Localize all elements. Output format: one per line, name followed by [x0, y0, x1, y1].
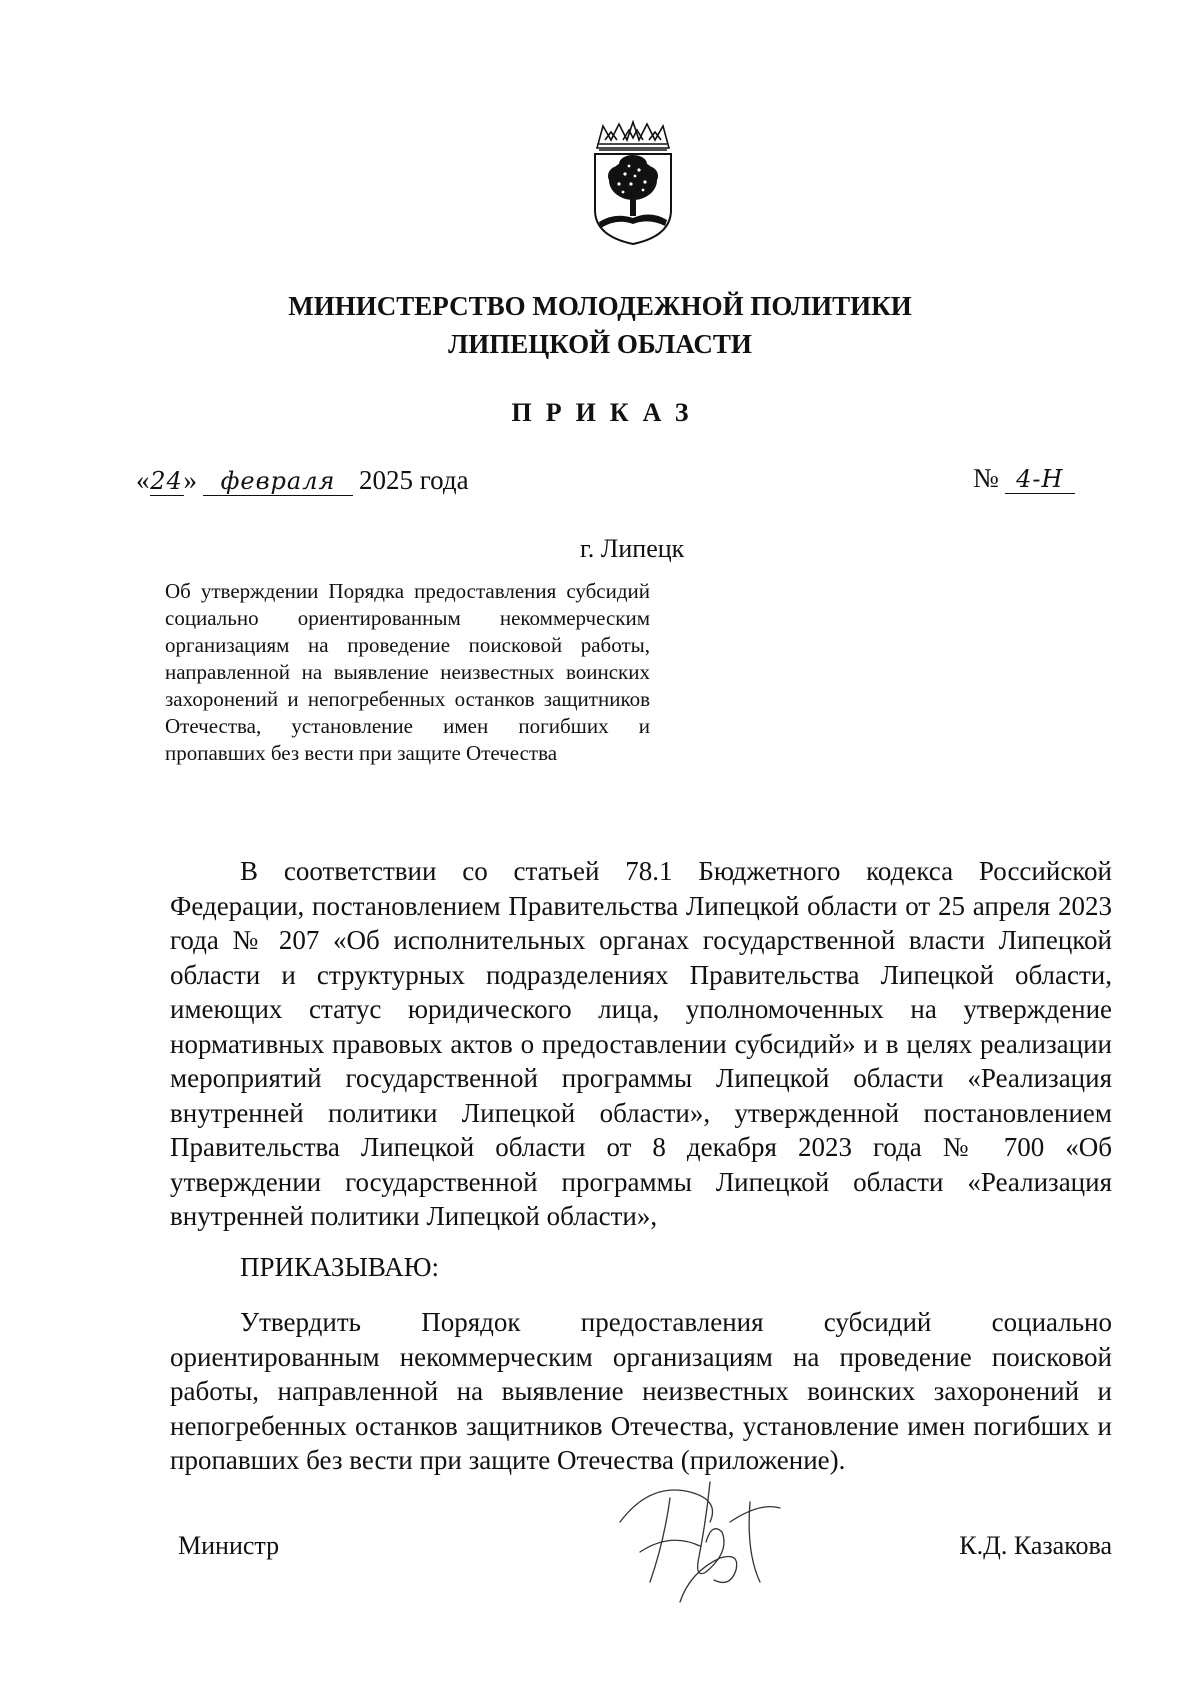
- city-name: г. Липецк: [580, 534, 685, 563]
- order-number: [973, 460, 1075, 496]
- date-close-quote: »: [183, 465, 197, 495]
- handwritten-signature-icon: [610, 1462, 810, 1612]
- document-type-title: ПРИКАЗ: [511, 398, 703, 427]
- signatory-name: К.Д. Казакова: [959, 1531, 1112, 1560]
- date-day: 24: [150, 467, 183, 495]
- order-date: [136, 462, 469, 498]
- coat-of-arms-icon: [585, 118, 681, 246]
- order-number-label: №: [973, 463, 999, 493]
- date-year: 2025 года: [359, 465, 469, 495]
- order-directive: ПРИКАЗЫВАЮ:: [240, 1252, 439, 1282]
- ministry-name-line2: ЛИПЕЦКОЙ ОБЛАСТИ: [448, 329, 752, 359]
- order-number-value: 4-Н: [1005, 465, 1075, 494]
- ministry-name-line1: МИНИСТЕРСТВО МОЛОДЕЖНОЙ ПОЛИТИКИ: [288, 291, 912, 321]
- preamble-paragraph: В соответствии со статьей 78.1 Бюджетного кодекса Российской Федерации, постановлением Правительства Липецкой области от 25 апреля 2023 года № 207 «Об исполнительных органах государственной власти Липецкой области и структурных подразделениях Правительства Липецкой области, имеющих статус юридического лица, уполномоченных на утверждение нормативных правовых актов о предоставлении субсидий» и в целях реализации мероприятий государственной программы Липецкой области «Реализация внутренней политики Липецкой области», утвержденной постановлением Правительства Липецкой области от 8 декабря 2023 года № 700 «Об утверждении государственной программы Липецкой области «Реализация внутренней политики Липецкой области»,: [170, 856, 1112, 1231]
- date-open-quote: «: [136, 465, 150, 495]
- signatory-title: Министр: [178, 1531, 280, 1560]
- date-month: февраля: [203, 467, 353, 496]
- order-subject: Об утверждении Порядка предоставления субсидий социально ориентированным некоммерческим организациям на проведение поисковой работы, направленной на выявление неизвестных воинских захоронений и непогребенных останков защитников Отечества, установление имен погибших и пропавших без вести при защите Отечества: [165, 579, 650, 765]
- order-paragraph: Утвердить Порядок предоставления субсидий социально ориентированным некоммерческим организациям на проведение поисковой работы, направленной на выявление неизвестных воинских захоронений и непогребенных останков защитников Отечества, установление имен погибших и пропавших без вести при защите Отечества (приложение).: [170, 1307, 1112, 1475]
